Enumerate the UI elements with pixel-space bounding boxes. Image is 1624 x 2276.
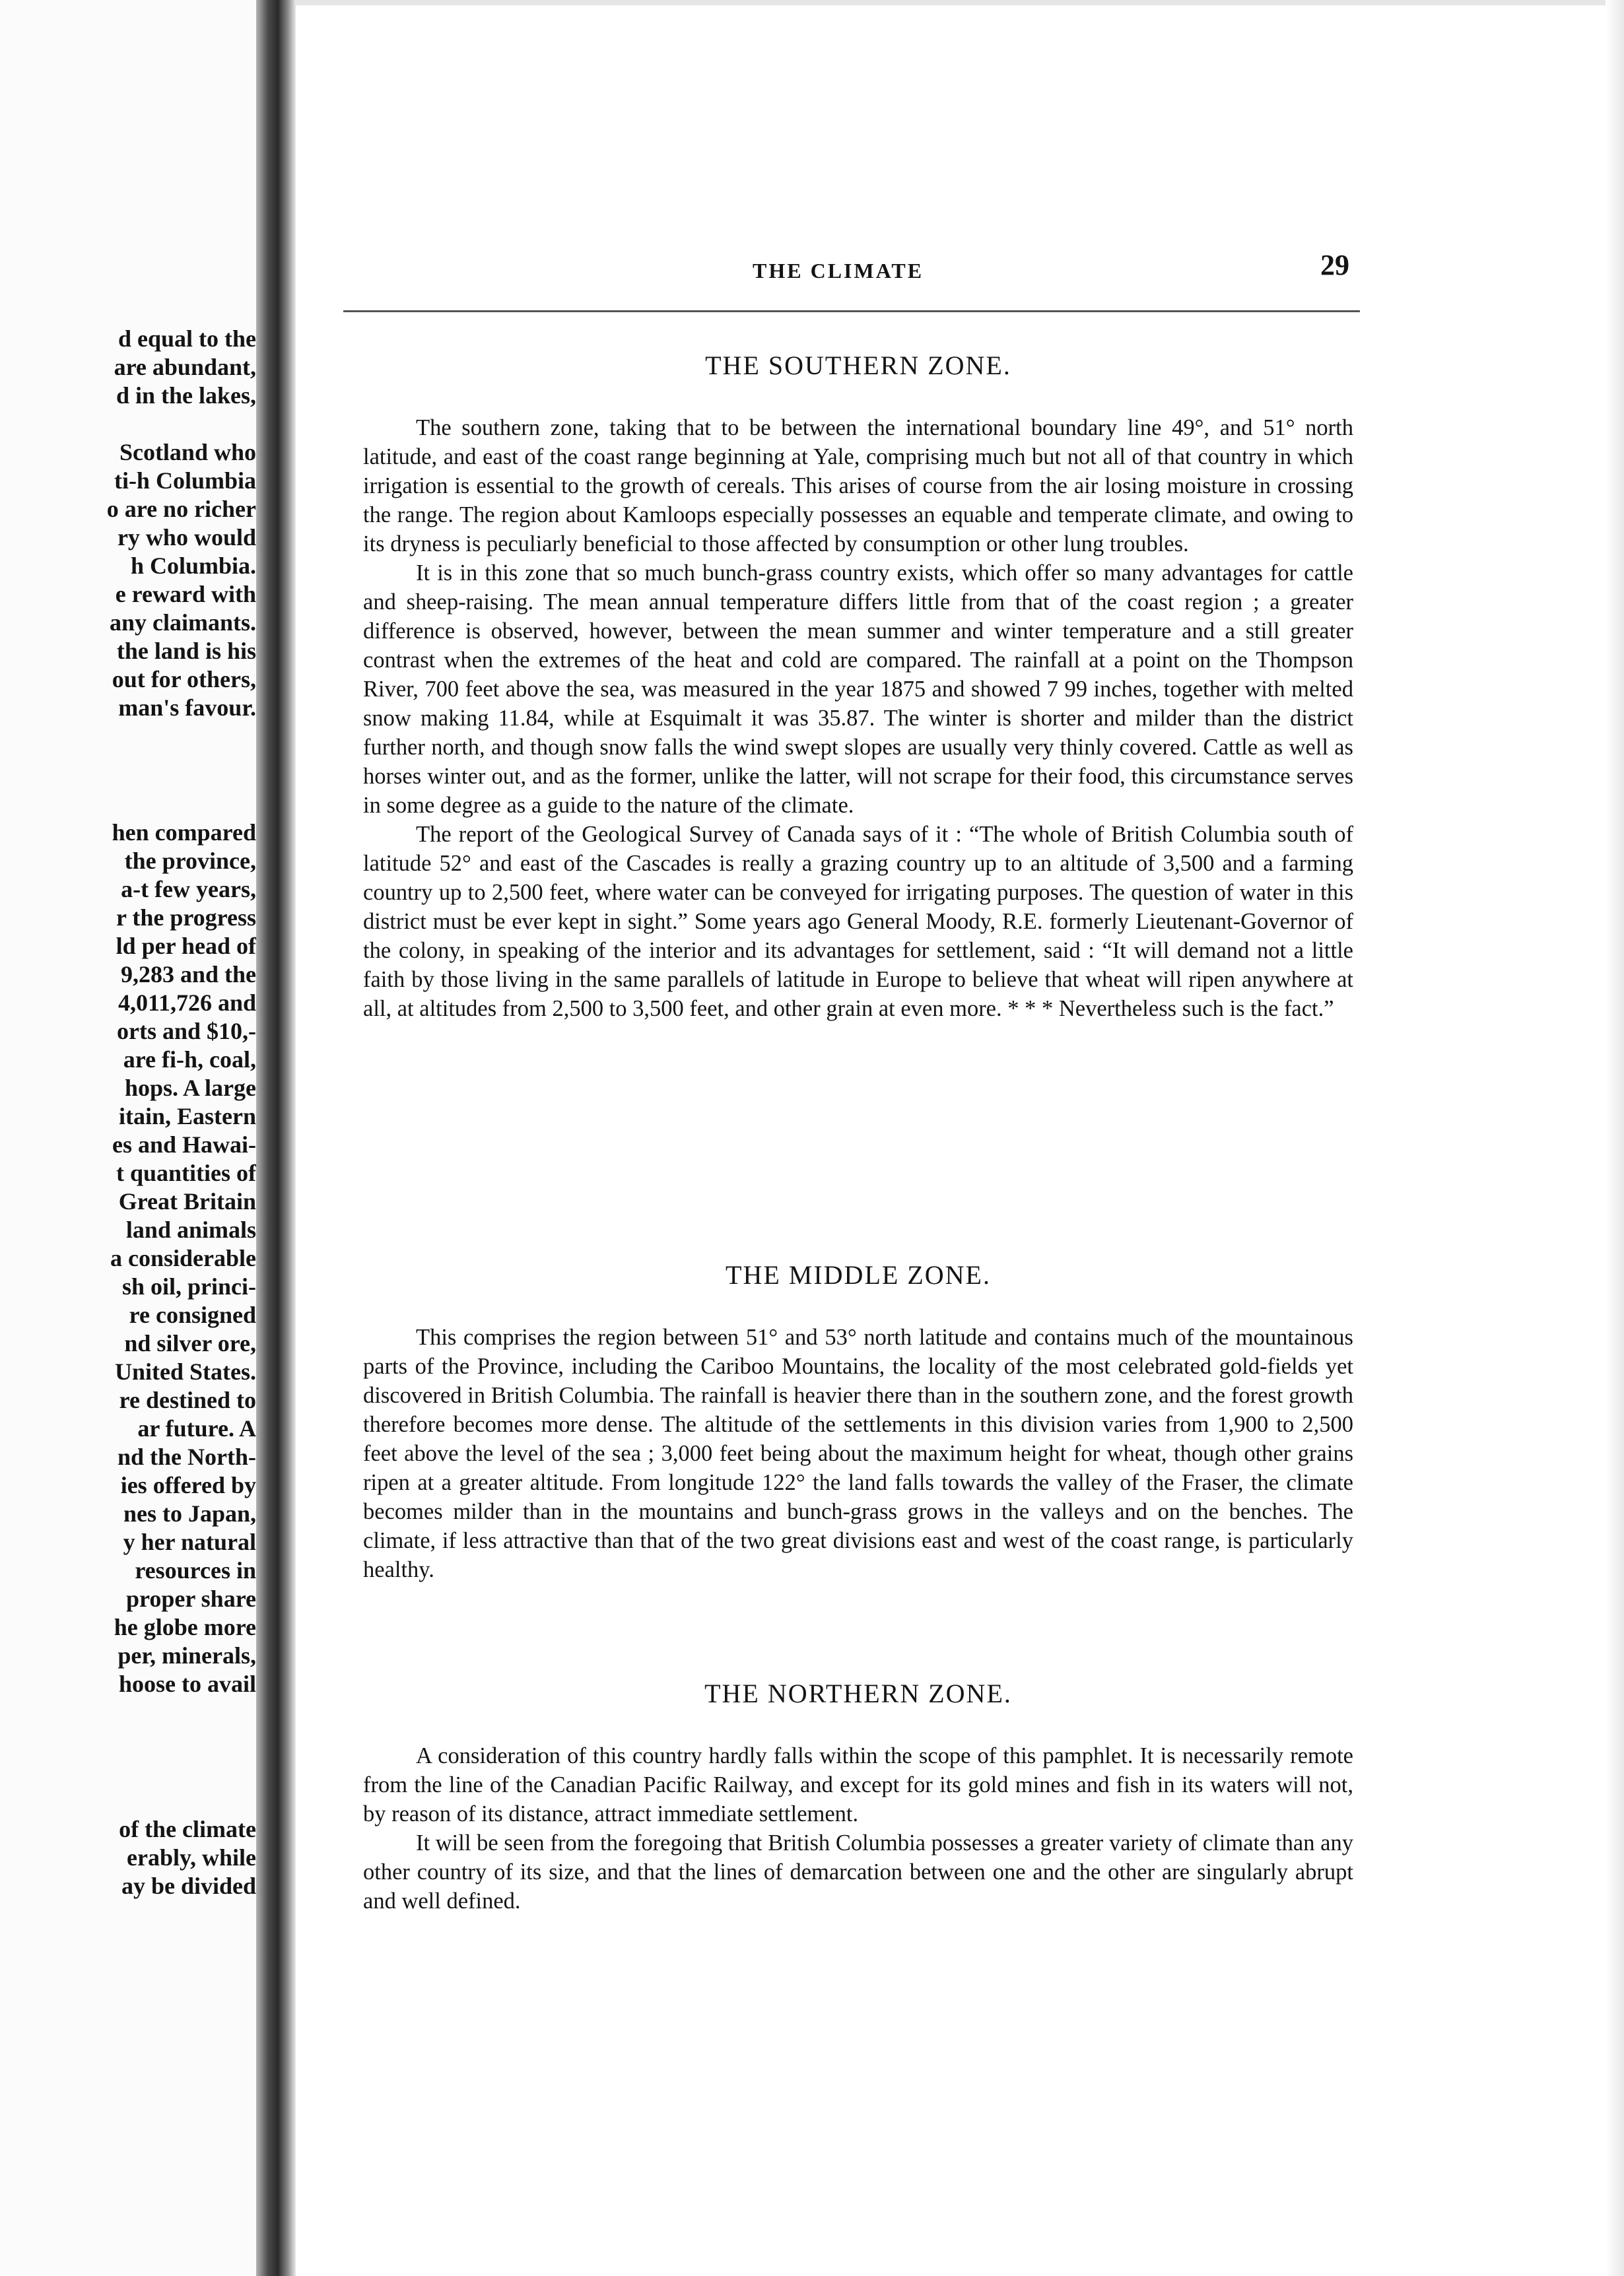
- paragraph: It will be seen from the foregoing that British Columbia possesses a greater variety of climate than any other country of its size, and that the lines of demarcation between one and the other are singularly abrupt and well defined.: [363, 1830, 1353, 1914]
- page-number: 29: [1320, 249, 1349, 281]
- facing-page-line: t quantities of: [116, 1160, 256, 1186]
- facing-page-line: Scotland who: [119, 439, 256, 465]
- facing-page-text-block-4: [5, 1815, 256, 1900]
- running-head: THE CLIMATE: [753, 259, 924, 283]
- facing-page-line: nd the North-: [117, 1444, 256, 1470]
- paragraph: This comprises the region between 51° and 53° north latitude and contains much of the mountainous parts of the Province, including the Cariboo Mountains, the locality of the most celebrated gold-fields yet discovered in British Columbia. The rainfall is heavier there than in the southern zone, and the forest growth therefore becomes more dense. The altitude of the settlements in this division varies from 1,900 to 2,500 feet above the level of the sea ; 3,000 feet being about the maximum height for wheat, though other grains ripen at a greater altitude. From longitude 122° the land falls towards the valley of the Fraser, the climate becomes milder than in the mountains and bunch-grass grows in the valleys and on the benches. The climate, if less attractive than that of the two great divisions east and west of the coast range, is particularly healthy.: [363, 1325, 1353, 1582]
- facing-page-line: ti-h Columbia: [114, 467, 256, 494]
- facing-page-line: ld per head of: [116, 933, 256, 959]
- facing-page-line: ar future. A: [137, 1415, 256, 1442]
- section-heading-northern: THE NORTHERN ZONE.: [704, 1679, 1012, 1708]
- facing-page-text-block-1: [5, 325, 256, 410]
- facing-page-line: a-t few years,: [121, 876, 256, 902]
- facing-page-line: he globe more: [114, 1614, 256, 1640]
- facing-page-line: per, minerals,: [118, 1642, 256, 1669]
- facing-page-text-block-2: [5, 438, 256, 722]
- facing-page-line: a considerable: [110, 1245, 256, 1271]
- book-gutter: [256, 0, 296, 2276]
- section-heading-middle: THE MIDDLE ZONE.: [726, 1260, 991, 1290]
- facing-page-line: of the climate: [119, 1816, 256, 1842]
- facing-page-line: y her natural: [123, 1529, 256, 1555]
- facing-page-line: 9,283 and the: [120, 961, 256, 987]
- facing-page-line: es and Hawai-: [112, 1131, 256, 1158]
- facing-page-line: orts and $10,-: [116, 1018, 256, 1044]
- facing-page-line: erably, while: [127, 1844, 256, 1871]
- northern-zone-section: [363, 1678, 1353, 1916]
- facing-page-line: man's favour.: [118, 694, 256, 721]
- facing-page-line: o are no richer: [106, 496, 256, 522]
- section-heading-southern: THE SOUTHERN ZONE.: [705, 351, 1011, 380]
- facing-page-line: Great Britain: [118, 1188, 256, 1215]
- facing-page-line: hen compared: [112, 819, 256, 846]
- paragraph: It is in this zone that so much bunch-grass country exists, which offer so many advantages for cattle and sheep-raising. The mean annual temperature differs little from that of the coast region ; a greater difference is observed, however, between the mean summer and winter temperature and a still greater contrast when the extremes of the heat and cold are compared. The rainfall at a point on the Thompson River, 700 feet above the sea, was measured in the year 1875 and showed 7 99 inches, together with melted snow making 11.84, while at Esquimalt it was 35.87. The winter is shorter and milder than the district further north, and though snow falls the wind swept slopes are usually very thinly covered. Cattle as well as horses winter out, and as the former, unlike the latter, will not scrape for their food, this circumstance serves in some degree as a guide to the nature of the climate.: [363, 560, 1353, 818]
- paragraph: The report of the Geological Survey of Canada says of it : “The whole of British Columbia south of latitude 52° and east of the Cascades is really a grazing country up to an altitude of 3,500 and a farming country up to 2,500 feet, where water can be conveyed for irrigating purposes. The question of water in this district must be ever kept in sight.” Some years ago General Moody, R.E. formerly Lieutenant-Governor of the colony, in speaking of the interior and its advantages for settlement, said : “It will demand not a little faith by those living in the same parallels of latitude in Europe to believe that wheat will ripen anywhere at all, at altitudes from 2,500 to 3,500 feet, and other grain at even more. * * * Nevertheless such is the fact.”: [363, 822, 1353, 1021]
- facing-page-text-block-3: [5, 819, 256, 1698]
- facing-page-line: out for others,: [112, 666, 256, 692]
- page-right-edge: [1606, 0, 1624, 2276]
- facing-page-line: re consigned: [129, 1302, 256, 1328]
- facing-page-line: proper share: [125, 1586, 256, 1612]
- facing-page: [0, 0, 256, 2276]
- facing-page-line: h Columbia.: [130, 552, 256, 579]
- facing-page-line: e reward with: [115, 581, 256, 607]
- facing-page-line: 4,011,726 and: [118, 989, 256, 1016]
- paragraph: A consideration of this country hardly falls within the scope of this pamphlet. It is necessarily remote from the line of the Canadian Pacific Railway, and except for its gold mines and fish in its waters will not, by reason of its distance, attract immediate settlement.: [363, 1743, 1353, 1826]
- facing-page-line: are abundant,: [114, 354, 256, 380]
- facing-page-line: hops. A large: [124, 1075, 256, 1101]
- facing-page-line: resources in: [135, 1557, 256, 1584]
- facing-page-line: d in the lakes,: [116, 382, 256, 409]
- page-top-edge: [296, 0, 1624, 5]
- facing-page-line: itain, Eastern: [118, 1103, 256, 1129]
- facing-page-line: re destined to: [119, 1387, 256, 1413]
- facing-page-line: land animals: [125, 1217, 256, 1243]
- header-rule: [343, 310, 1360, 312]
- facing-page-line: nes to Japan,: [123, 1500, 256, 1527]
- facing-page-line: hoose to avail: [118, 1671, 256, 1697]
- facing-page-line: ay be divided: [121, 1873, 256, 1899]
- facing-page-line: are fi-h, coal,: [123, 1046, 256, 1073]
- facing-page-line: ry who would: [117, 524, 256, 551]
- facing-page-line: sh oil, princi-: [121, 1273, 256, 1300]
- middle-zone-section: [363, 1259, 1353, 1584]
- paragraph: The southern zone, taking that to be between the international boundary line 49°, and 51° north latitude, and east of the coast range beginning at Yale, comprising much but not all of that country in which irrigation is essential to the growth of cereals. This arises of course from the air losing moisture in crossing the range. The region about Kamloops especially possesses an equable and temperate climate, and owing to its dryness is peculiarly beneficial to those affected by consumption or other lung troubles.: [363, 415, 1353, 556]
- facing-page-line: ies offered by: [120, 1472, 256, 1498]
- facing-page-line: the province,: [124, 848, 256, 874]
- facing-page-line: United States.: [115, 1358, 256, 1385]
- facing-page-line: any claimants.: [109, 609, 256, 636]
- facing-page-line: the land is his: [116, 638, 256, 664]
- southern-zone-section: [363, 350, 1353, 1023]
- facing-page-line: nd silver ore,: [124, 1330, 256, 1356]
- facing-page-line: d equal to the: [118, 325, 256, 352]
- facing-page-line: r the progress: [116, 904, 256, 931]
